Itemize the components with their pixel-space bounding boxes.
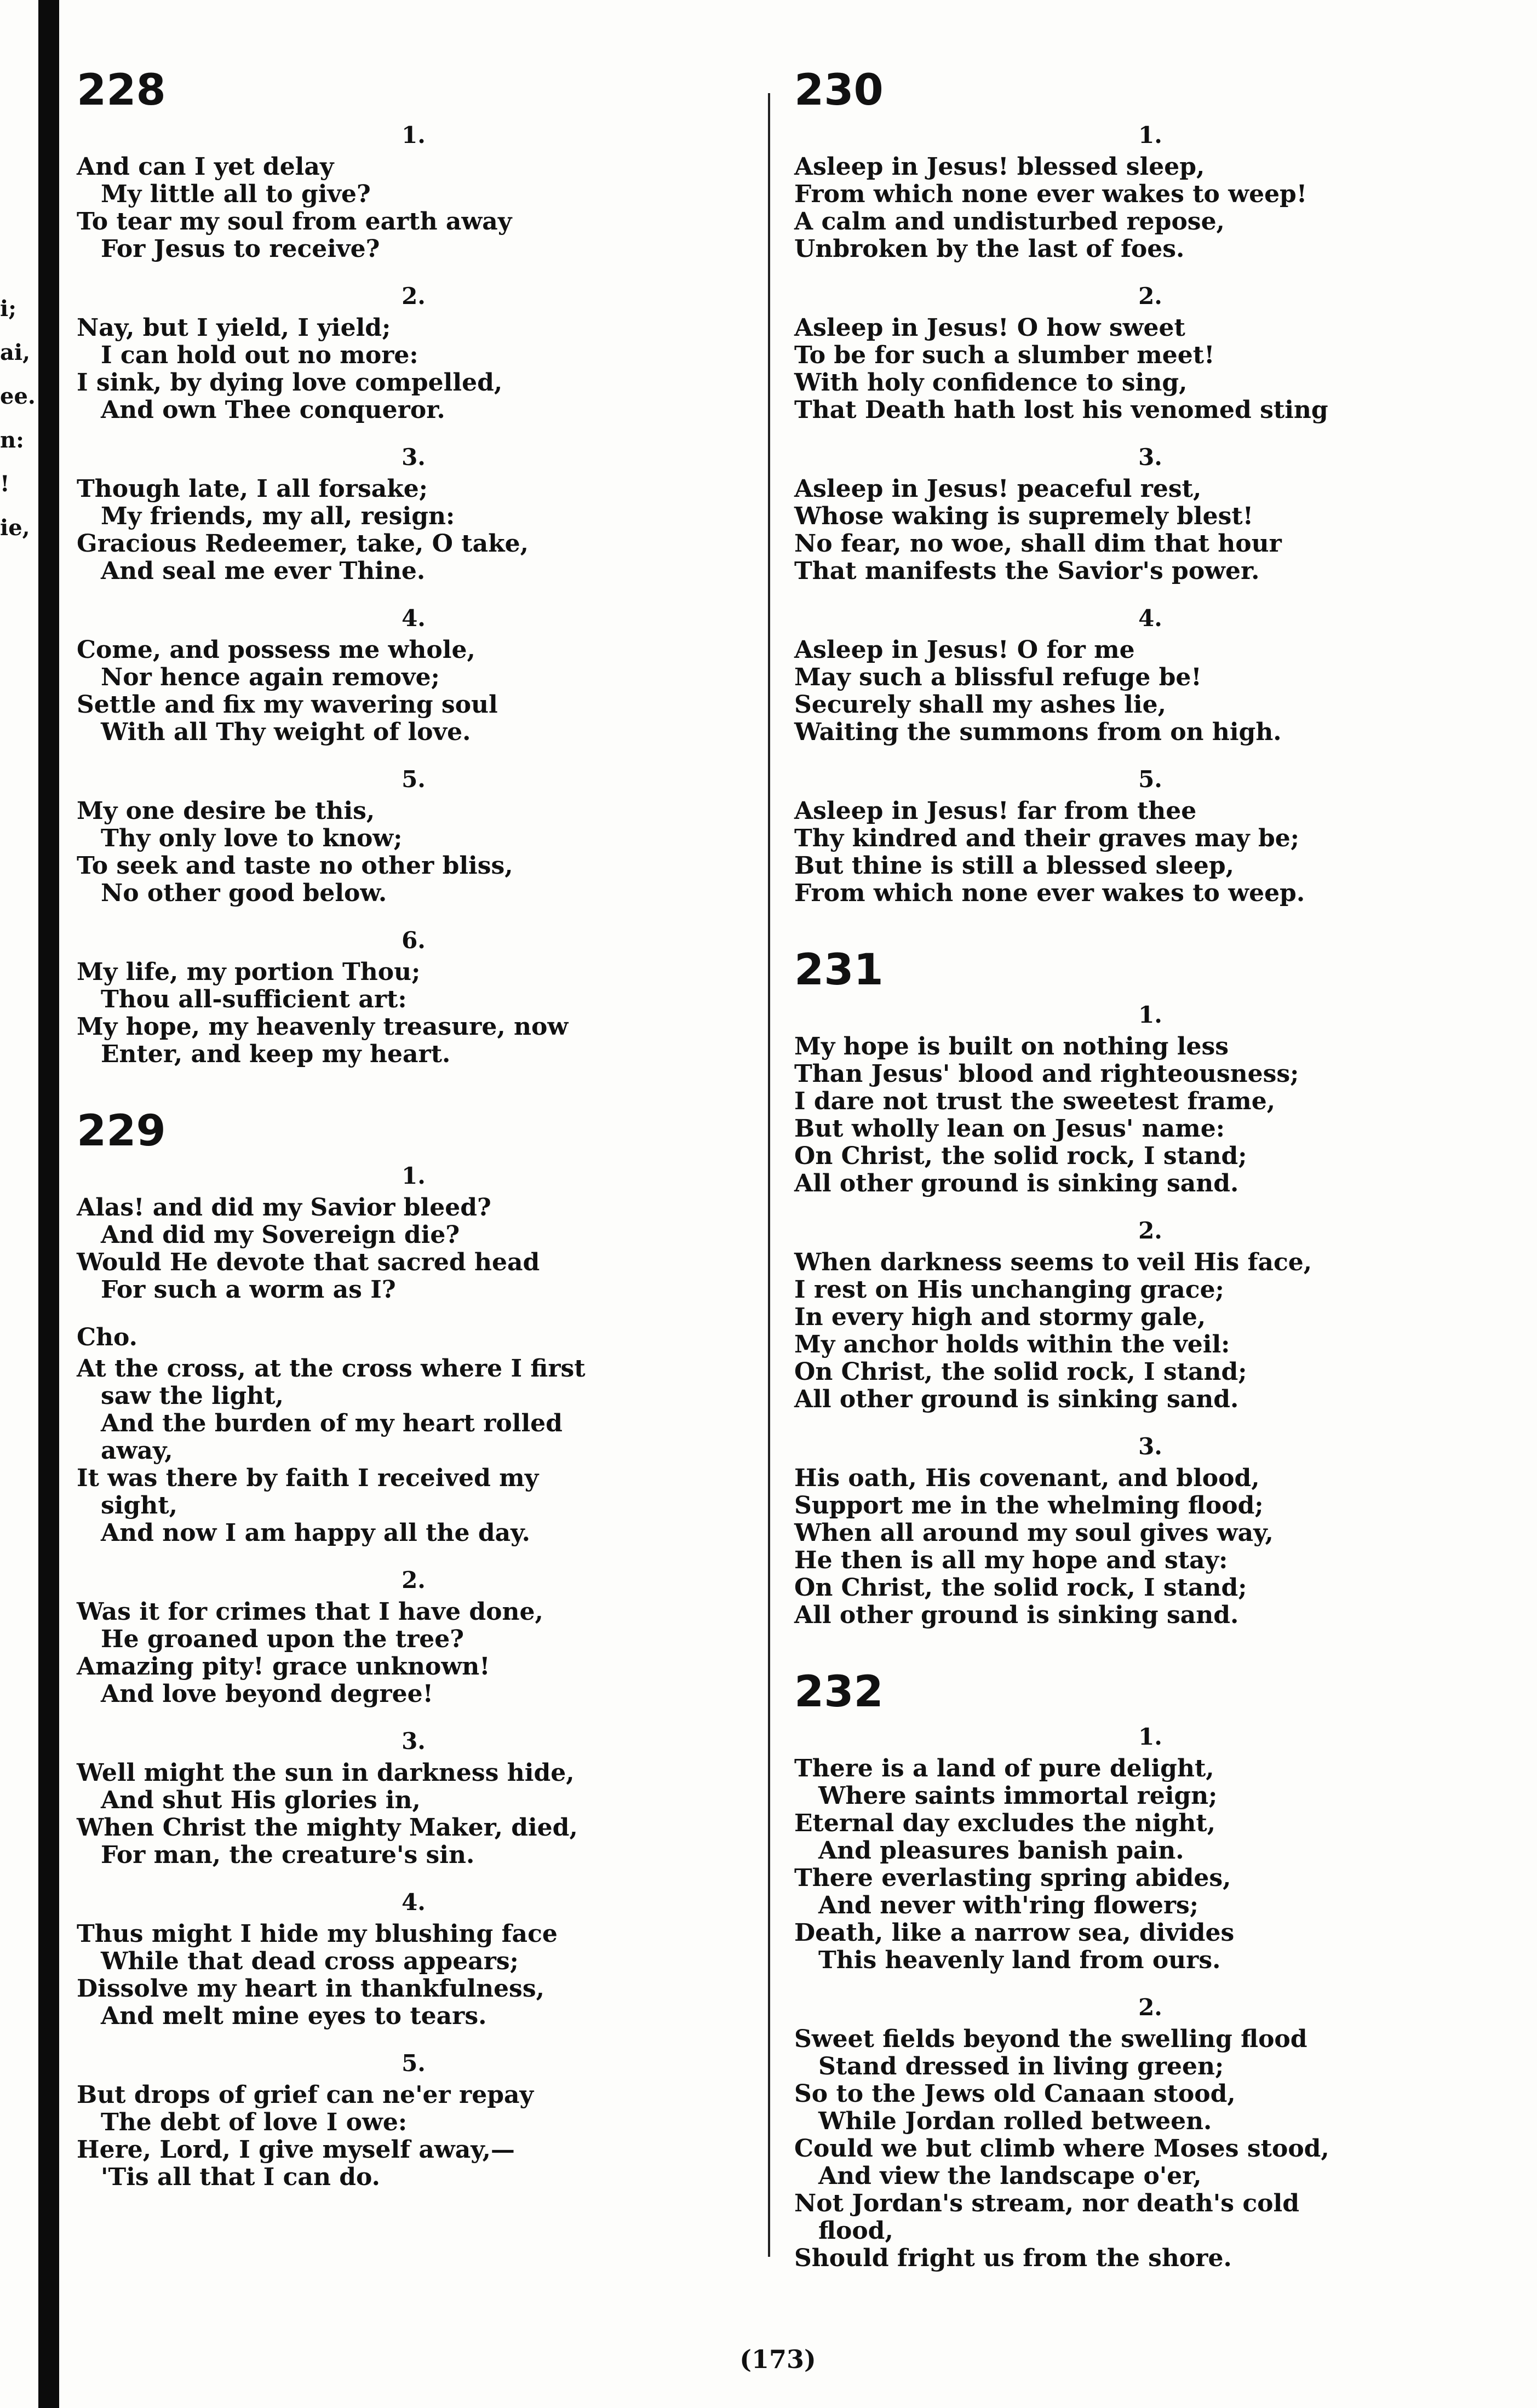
hymn-line: But drops of grief can ne'er repay — [77, 2081, 534, 2109]
hymn-number: 232 — [794, 1667, 884, 1717]
hymn-line: And melt mine eyes to tears. — [101, 2002, 487, 2030]
hymn-line: From which none ever wakes to weep! — [794, 180, 1307, 208]
hymn-line: flood, — [818, 2217, 893, 2245]
verse-number: 1. — [402, 1162, 426, 1189]
hymn-line: For such a worm as I? — [101, 1276, 396, 1304]
verse-number: 5. — [402, 766, 426, 793]
hymn-line: Thy only love to know; — [101, 824, 403, 852]
verse-number: 4. — [402, 605, 426, 632]
book-binding-edge — [38, 0, 59, 2408]
verse-number: 5. — [402, 2050, 426, 2077]
verse-number: 2. — [402, 1567, 426, 1593]
hymn-line: And did my Sovereign die? — [101, 1221, 460, 1249]
verse-number: 3. — [1138, 444, 1162, 471]
hymn-line: Could we but climb where Moses stood, — [794, 2135, 1329, 2163]
hymn-line: The debt of love I owe: — [101, 2108, 408, 2136]
hymn-line: On Christ, the solid rock, I stand; — [794, 1358, 1247, 1386]
hymn-line: To seek and taste no other bliss, — [77, 852, 513, 880]
hymn-line: Asleep in Jesus! O for me — [794, 636, 1135, 664]
verse-number: 5. — [1138, 766, 1162, 793]
hymn-line: At the cross, at the cross where I first — [77, 1355, 586, 1383]
left-column — [77, 66, 750, 2229]
hymn-line: A calm and undisturbed repose, — [794, 208, 1225, 236]
hymn-line: My one desire be this, — [77, 797, 375, 825]
hymn-line: My hope, my heavenly treasure, now — [77, 1013, 569, 1041]
hymn-line: And view the landscape o'er, — [818, 2162, 1202, 2190]
verse-number: 2. — [1138, 283, 1162, 309]
hymn-line: That Death hath lost his venomed sting — [794, 396, 1328, 424]
verse — [77, 1161, 750, 1304]
hymn-line: Though late, I all forsake; — [77, 475, 428, 503]
verse — [77, 2049, 750, 2191]
verse-number: 2. — [402, 283, 426, 309]
verse — [794, 765, 1506, 907]
margin-fragment: ee. — [0, 383, 36, 409]
hymn-line: With all Thy weight of love. — [101, 718, 471, 746]
margin-fragment: i; — [0, 296, 16, 322]
hymn-line: My anchor holds within the veil: — [794, 1331, 1230, 1358]
verse — [794, 604, 1506, 746]
verse — [794, 282, 1506, 424]
hymn-line: Asleep in Jesus! far from thee — [794, 797, 1197, 825]
margin-fragment: ai, — [0, 340, 31, 365]
hymn-number: 229 — [77, 1106, 166, 1156]
hymn-line: I can hold out no more: — [101, 341, 418, 369]
hymn-line: away, — [101, 1437, 173, 1465]
hymn-line: Thy kindred and their graves may be; — [794, 824, 1300, 852]
hymn-line: When Christ the mighty Maker, died, — [77, 1814, 578, 1842]
verse — [794, 121, 1506, 263]
hymn-line: Sweet fields beyond the swelling flood — [794, 2025, 1307, 2053]
verse — [77, 1888, 750, 2030]
hymn-line: Unbroken by the last of foes. — [794, 235, 1185, 263]
hymn-line: All other ground is sinking sand. — [794, 1169, 1239, 1197]
hymn-line: saw the light, — [101, 1382, 284, 1410]
hymn-line: Death, like a narrow sea, divides — [794, 1919, 1235, 1947]
hymn-line: There is a land of pure delight, — [794, 1755, 1214, 1782]
hymn-line: So to the Jews old Canaan stood, — [794, 2080, 1236, 2108]
hymn-line: Thou all-sufficient art: — [101, 985, 407, 1013]
hymn-line: Settle and fix my wavering soul — [77, 691, 498, 719]
right-column — [794, 66, 1506, 2310]
verse — [794, 1000, 1506, 1197]
hymn-line: And seal me ever Thine. — [101, 557, 426, 585]
hymn-line: Asleep in Jesus! peaceful rest, — [794, 475, 1202, 503]
hymn-number: 230 — [794, 66, 884, 115]
hymn-line: Come, and possess me whole, — [77, 636, 475, 664]
hymn-line: While that dead cross appears; — [101, 1947, 519, 1975]
hymn-line: Gracious Redeemer, take, O take, — [77, 530, 529, 558]
verse-number: 3. — [1138, 1433, 1162, 1460]
hymn-line: Was it for crimes that I have done, — [77, 1598, 543, 1626]
margin-fragment: ie, — [0, 515, 30, 541]
hymn-line: But wholly lean on Jesus' name: — [794, 1115, 1225, 1143]
hymn-line: On Christ, the solid rock, I stand; — [794, 1142, 1247, 1170]
hymn-line: But thine is still a blessed sleep, — [794, 852, 1234, 880]
hymn-line: In every high and stormy gale, — [794, 1303, 1206, 1331]
verse-number: 3. — [402, 444, 426, 471]
hymn-line: With holy confidence to sing, — [794, 369, 1188, 397]
hymn-line: It was there by faith I received my — [77, 1464, 539, 1492]
verse-number: 4. — [1138, 605, 1162, 632]
hymn-line: Where saints immortal reign; — [818, 1782, 1218, 1810]
hymn-line: And own Thee conqueror. — [101, 396, 445, 424]
hymn-line: Securely shall my ashes lie, — [794, 691, 1166, 719]
verse — [77, 926, 750, 1068]
column-divider — [768, 93, 770, 2257]
hymn-number: 228 — [77, 66, 166, 115]
hymn-line: Than Jesus' blood and righteousness; — [794, 1060, 1299, 1088]
hymn-line: That manifests the Savior's power. — [794, 557, 1260, 585]
hymn-230 — [794, 66, 1506, 907]
hymn-number: 231 — [794, 945, 884, 995]
hymn-line: My friends, my all, resign: — [101, 502, 455, 530]
hymn-line: And never with'ring flowers; — [818, 1891, 1199, 1919]
verse-number: 4. — [402, 1889, 426, 1916]
verse-number: 6. — [402, 927, 426, 954]
hymn-line: Well might the sun in darkness hide, — [77, 1759, 575, 1787]
hymn-line: Enter, and keep my heart. — [101, 1040, 451, 1068]
hymn-line: Should fright us from the shore. — [794, 2244, 1232, 2272]
hymn-line: My life, my portion Thou; — [77, 958, 421, 986]
margin-fragment: n: — [0, 427, 24, 453]
hymn-line: While Jordan rolled between. — [818, 2107, 1212, 2135]
hymn-line: Not Jordan's stream, nor death's cold — [794, 2189, 1299, 2217]
hymn-line: Here, Lord, I give myself away,— — [77, 2136, 515, 2164]
hymn-line: And can I yet delay — [77, 153, 334, 181]
verse — [794, 1216, 1506, 1413]
hymn-line: To be for such a slumber meet! — [794, 341, 1215, 369]
hymn-line: I sink, by dying love compelled, — [77, 369, 503, 397]
hymn-line: My little all to give? — [101, 180, 371, 208]
hymn-line: For Jesus to receive? — [101, 235, 380, 263]
hymn-line: When darkness seems to veil His face, — [794, 1248, 1312, 1276]
verse-number: 1. — [1138, 1001, 1162, 1028]
verse-number: 1. — [402, 122, 426, 148]
hymn-line: Thus might I hide my blushing face — [77, 1920, 558, 1948]
verse-number: 2. — [1138, 1217, 1162, 1244]
hymn-228 — [77, 66, 750, 1068]
verse — [77, 604, 750, 746]
hymn-line: My hope is built on nothing less — [794, 1033, 1229, 1060]
hymn-line: And now I am happy all the day. — [101, 1519, 530, 1547]
hymn-line: sight, — [101, 1492, 177, 1520]
hymn-231 — [794, 945, 1506, 1629]
verse-number: 1. — [1138, 122, 1162, 148]
hymn-line: And love beyond degree! — [101, 1680, 433, 1708]
verse — [77, 282, 750, 424]
verse-number: 3. — [402, 1728, 426, 1755]
page-number: (173) — [739, 2344, 816, 2374]
hymn-line: Waiting the summons from on high. — [794, 718, 1282, 746]
hymn-line: Asleep in Jesus! O how sweet — [794, 314, 1185, 342]
hymn-line: And pleasures banish pain. — [818, 1837, 1184, 1865]
hymn-line: No fear, no woe, shall dim that hour — [794, 530, 1282, 558]
hymn-line: There everlasting spring abides, — [794, 1864, 1231, 1892]
hymn-line: Whose waking is supremely blest! — [794, 502, 1254, 530]
hymn-line: Alas! and did my Savior bleed? — [77, 1194, 491, 1222]
hymn-line: Amazing pity! grace unknown! — [77, 1653, 490, 1681]
hymn-line: Nay, but I yield, I yield; — [77, 314, 391, 342]
verse — [794, 1722, 1506, 1974]
chorus-label: Cho. — [77, 1323, 137, 1351]
verse — [77, 765, 750, 907]
hymn-line: Asleep in Jesus! blessed sleep, — [794, 153, 1205, 181]
hymn-line: I dare not trust the sweetest frame, — [794, 1087, 1276, 1115]
hymn-line: Dissolve my heart in thankfulness, — [77, 1975, 544, 2003]
hymn-line: When all around my soul gives way, — [794, 1519, 1274, 1547]
hymn-line: I rest on His unchanging grace; — [794, 1276, 1224, 1304]
hymn-line: Eternal day excludes the night, — [794, 1809, 1216, 1837]
hymn-line: He groaned upon the tree? — [101, 1625, 464, 1653]
hymn-line: And the burden of my heart rolled — [101, 1409, 563, 1437]
hymn-line: May such a blissful refuge be! — [794, 663, 1202, 691]
hymn-line: Support me in the whelming flood; — [794, 1492, 1264, 1520]
hymn-line: All other ground is sinking sand. — [794, 1385, 1239, 1413]
hymn-229 — [77, 1106, 750, 2191]
hymn-line: Would He devote that sacred head — [77, 1248, 540, 1276]
hymn-line: All other ground is sinking sand. — [794, 1601, 1239, 1629]
verse — [77, 1727, 750, 1869]
hymn-line: And shut His glories in, — [101, 1786, 421, 1814]
verse — [794, 1993, 1506, 2272]
hymn-line: This heavenly land from ours. — [818, 1946, 1221, 1974]
hymn-line: To tear my soul from earth away — [77, 208, 512, 236]
verse — [77, 1566, 750, 1708]
margin-fragment: ! — [0, 471, 10, 497]
hymn-232 — [794, 1667, 1506, 2272]
hymn-line: Stand dressed in living green; — [818, 2052, 1224, 2080]
verse — [794, 1432, 1506, 1629]
hymn-line: On Christ, the solid rock, I stand; — [794, 1574, 1247, 1602]
verse — [77, 121, 750, 263]
margin-fragments — [0, 296, 38, 559]
verse — [77, 443, 750, 585]
hymn-line: His oath, His covenant, and blood, — [794, 1464, 1260, 1492]
hymn-line: From which none ever wakes to weep. — [794, 879, 1305, 907]
hymn-line: He then is all my hope and stay: — [794, 1546, 1228, 1574]
chorus — [77, 1322, 750, 1547]
hymn-line: No other good below. — [101, 879, 387, 907]
hymn-line: 'Tis all that I can do. — [101, 2163, 380, 2191]
verse — [794, 443, 1506, 585]
hymn-line: Nor hence again remove; — [101, 663, 440, 691]
verse-number: 2. — [1138, 1994, 1162, 2021]
hymn-line: For man, the creature's sin. — [101, 1841, 475, 1869]
verse-number: 1. — [1138, 1723, 1162, 1750]
